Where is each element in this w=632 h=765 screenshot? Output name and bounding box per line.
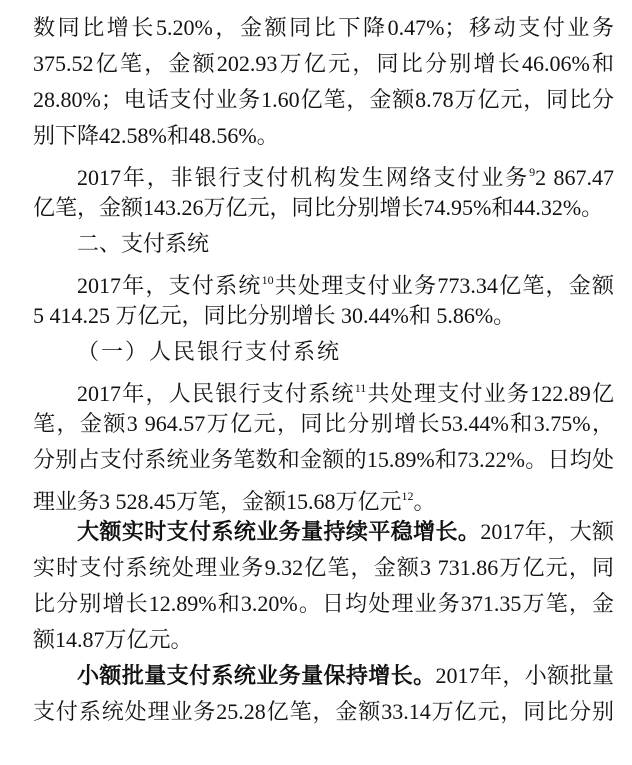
body-text: 比分别增长12.89%和3.20%。日均处理业务371.35万笔，金 xyxy=(33,591,614,616)
text-line xyxy=(33,406,614,442)
body-text: 5 414.25 万亿元，同比分别增长 30.44%和 5.86%。 xyxy=(33,303,516,328)
subsection-heading xyxy=(33,334,614,370)
body-text: 亿笔，金额143.26万亿元，同比分别增长74.95%和44.32%。 xyxy=(33,195,604,220)
body-text: 别下降42.58%和48.56%。 xyxy=(33,123,279,148)
body-text: 2017年，支付系统 xyxy=(77,273,262,298)
text-line xyxy=(33,46,614,82)
body-text: 实时支付系统处理业务9.32亿笔，金额3 731.86万亿元，同 xyxy=(33,555,614,580)
body-text: 2 867.47 xyxy=(535,165,614,190)
text-line xyxy=(33,370,614,406)
text-line xyxy=(33,694,614,730)
text-line xyxy=(33,586,614,622)
body-text: （一）人民银行支付系统 xyxy=(77,339,342,364)
body-text: 2017年，小额批量 xyxy=(435,663,614,688)
text-line xyxy=(33,550,614,586)
body-text: 支付系统处理业务25.28亿笔，金额33.14万亿元，同比分别 xyxy=(33,699,614,724)
body-text: 理业务3 528.45万笔，金额15.68万亿元 xyxy=(33,489,402,514)
text-line xyxy=(33,622,614,658)
body-text: 额14.87万亿元。 xyxy=(33,627,193,652)
text-line xyxy=(33,154,614,190)
body-text: 2017年，人民银行支付系统 xyxy=(77,381,355,406)
text-line xyxy=(33,118,614,154)
body-text: 。 xyxy=(413,489,436,514)
text-line xyxy=(33,190,614,226)
footnote-ref: 11 xyxy=(354,381,367,395)
text-line xyxy=(33,514,614,550)
body-text: 28.80%；电话支付业务1.60亿笔，金额8.78万亿元，同比分 xyxy=(33,87,614,112)
text-line xyxy=(33,658,614,694)
text-line xyxy=(33,478,614,514)
text-line xyxy=(33,262,614,298)
text-line xyxy=(33,10,614,46)
body-text: 二、支付系统 xyxy=(77,231,210,256)
text-line xyxy=(33,442,614,478)
body-text: 共处理支付业务773.34亿笔，金额 xyxy=(273,273,614,298)
body-text: 2017年，非银行支付机构发生网络支付业务 xyxy=(77,165,530,190)
text-line xyxy=(33,298,614,334)
text-line xyxy=(33,82,614,118)
footnote-ref: 10 xyxy=(261,273,274,287)
footnote-ref: 9 xyxy=(529,165,536,179)
body-text: 2017年，大额 xyxy=(480,519,614,544)
footnote-ref: 12 xyxy=(401,489,414,503)
bold-lead-text: 大额实时支付系统业务量持续平稳增长。 xyxy=(77,519,481,544)
body-text: 分别占支付系统业务笔数和金额的15.89%和73.22%。日均处 xyxy=(33,447,614,472)
body-text: 共处理支付业务122.89亿 xyxy=(366,381,614,406)
section-heading xyxy=(33,226,614,262)
body-text: 375.52亿笔，金额202.93万亿元，同比分别增长46.06%和 xyxy=(33,51,614,76)
document-body xyxy=(33,10,614,730)
body-text: 笔，金额3 964.57万亿元，同比分别增长53.44%和3.75%， xyxy=(33,411,614,436)
body-text: 数同比增长5.20%，金额同比下降0.47%；移动支付业务 xyxy=(33,15,614,40)
bold-lead-text: 小额批量支付系统业务量保持增长。 xyxy=(77,663,436,688)
